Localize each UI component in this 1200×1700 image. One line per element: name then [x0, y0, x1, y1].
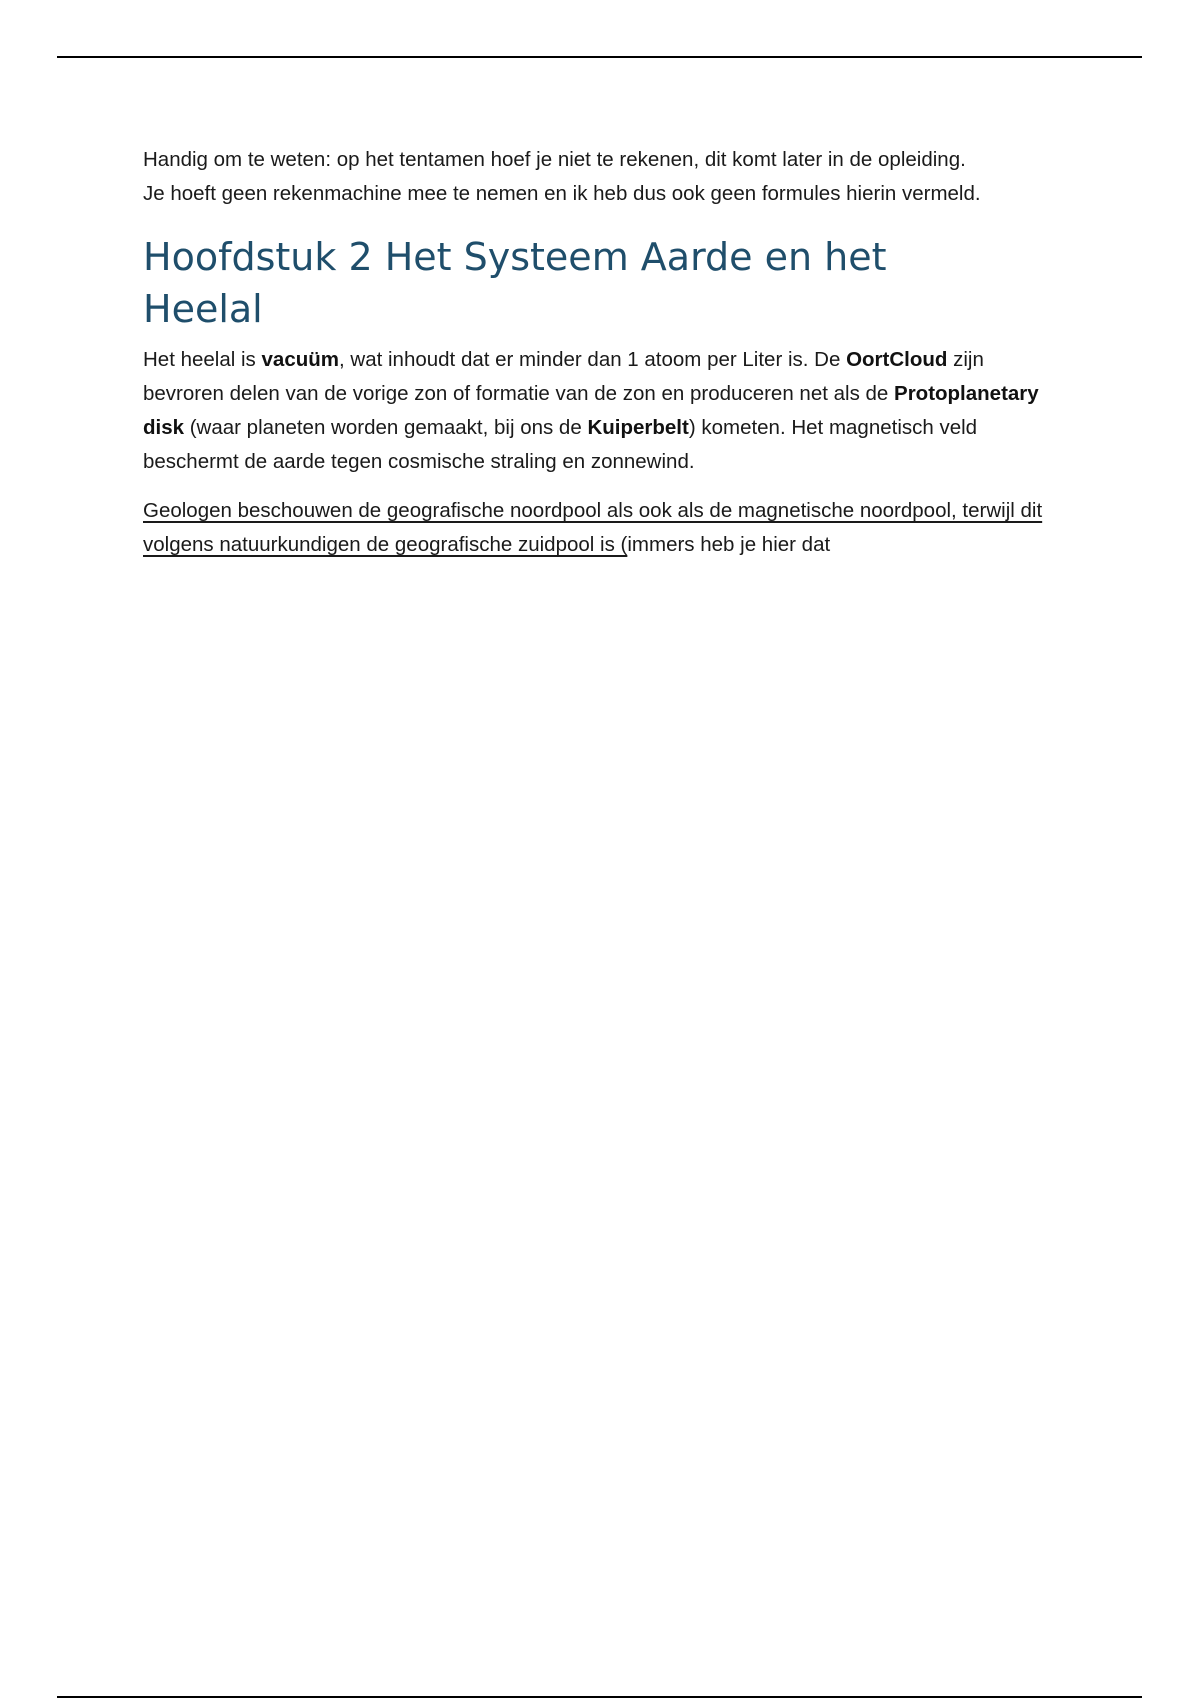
heelal-text-3: zijn bevroren delen van de vorige zon of formatie van de zon en produceren net als de [143, 348, 984, 405]
heelal-text-1: Het heelal is [143, 348, 262, 371]
term-kuiperbelt: Kuiperbelt [587, 416, 689, 439]
chapter-heading-line-2: Heelal [143, 287, 263, 331]
term-oortcloud: OortCloud [846, 348, 948, 371]
pool-paragraph [143, 494, 1063, 562]
chapter-heading-line-1: Hoofdstuk 2 Het Systeem Aarde en het [143, 235, 887, 279]
header-rule [57, 56, 1142, 58]
intro-line-1: Handig om te weten: op het tentamen hoef je niet te rekenen, dit komt later in de opleiding. [143, 148, 966, 171]
document-body [143, 143, 1063, 562]
chapter-heading [143, 211, 1063, 343]
intro-line-2: Je hoeft geen rekenmachine mee te nemen en ik heb dus ook geen formules hierin vermeld. [143, 182, 981, 205]
term-vacuum: vacuüm [261, 348, 339, 371]
pool-underlined-text: Geologen beschouwen de geografische noordpool als ook als de magnetische noordpool, terwijl dit volgens natuurkundigen de geografische zuidpool is ( [143, 499, 1043, 556]
intro-paragraph [143, 143, 1063, 211]
pool-rest-text: immers heb je hier dat [627, 533, 831, 556]
term-protoplanetary-disk: Protoplanetary disk [143, 382, 1039, 439]
footer-rule [57, 1696, 1142, 1698]
heelal-text-4: (waar planeten worden gemaakt, bij ons de [184, 416, 588, 439]
heelal-text-5: ) kometen. Het magnetisch veld beschermt de aarde tegen cosmische straling en zonnewind. [143, 416, 978, 473]
heelal-paragraph [143, 343, 1063, 479]
heelal-text-2: , wat inhoudt dat er minder dan 1 atoom per Liter is. De [339, 348, 847, 371]
